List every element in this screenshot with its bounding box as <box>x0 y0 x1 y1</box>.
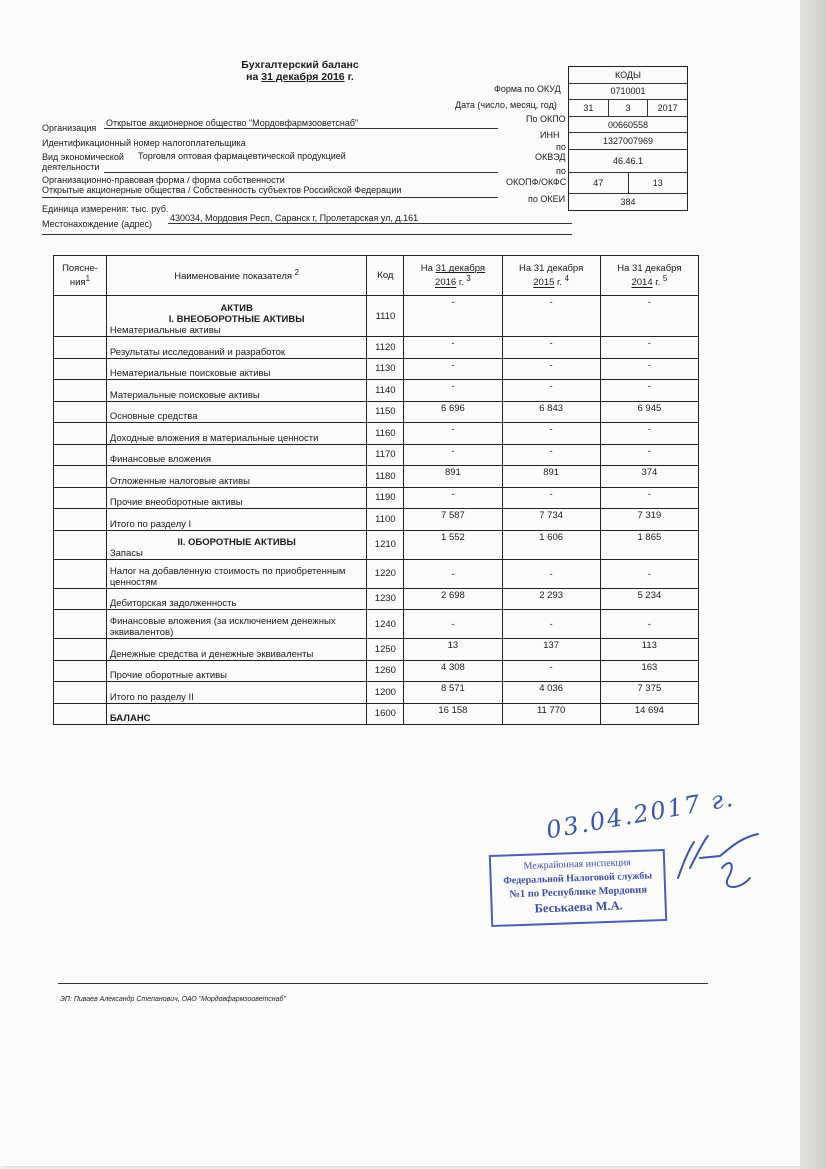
row-v2015: 4 036 <box>502 682 600 704</box>
row-code: 1260 <box>367 660 404 682</box>
table-row <box>54 401 699 423</box>
row-name: Налог на добавленную стоимость по приобретенным ценностям <box>106 559 367 588</box>
date-main: 31 декабря 2016 <box>261 71 345 83</box>
row-v2016: - <box>404 487 502 509</box>
row-v2015: - <box>502 380 600 402</box>
row-code: 1190 <box>367 487 404 509</box>
row-code: 1250 <box>367 639 404 661</box>
row-name: Запасы <box>109 547 143 559</box>
row-name: Отложенные налоговые активы <box>106 466 367 488</box>
row-name: Прочие внеоборотные активы <box>106 487 367 509</box>
row-v2014: - <box>600 380 698 402</box>
row-name: Итого по разделу I <box>106 509 367 531</box>
row-name: Нематериальные активы <box>109 325 221 336</box>
row-v2014: - <box>600 337 698 359</box>
okopf-label-1: по <box>556 166 566 176</box>
row-v2015: 7 734 <box>502 509 600 531</box>
row-name: Доходные вложения в материальные ценности <box>106 423 367 445</box>
row-v2015: - <box>502 487 600 509</box>
row-name: Нематериальные поисковые активы <box>106 358 367 380</box>
activity-underline <box>104 172 498 173</box>
okud-value: 0710001 <box>569 84 687 101</box>
table-row <box>54 380 699 402</box>
balance-table <box>53 255 699 725</box>
row-name: Финансовые вложения (за исключением денежных эквивалентов) <box>106 610 367 639</box>
date-prefix: на <box>246 71 259 83</box>
row-v2014: 7 319 <box>600 509 698 531</box>
okved-label-1: по <box>556 142 566 152</box>
row-code: 1200 <box>367 682 404 704</box>
row-code: 1220 <box>367 559 404 588</box>
row-v2014: 113 <box>600 639 698 661</box>
row-v2016: - <box>404 337 502 359</box>
table-row <box>54 337 699 359</box>
legal-form-label: Организационно-правовая форма / форма собственности <box>42 175 285 185</box>
tax-inspection-stamp <box>489 849 667 927</box>
row-v2014: - <box>600 296 698 337</box>
org-label: Организация <box>42 123 97 133</box>
row-v2016: 16 158 <box>404 703 502 725</box>
row-name: БАЛАНС <box>106 703 367 725</box>
col-header-code: Код <box>367 256 404 296</box>
date-suffix: г. <box>347 71 354 83</box>
okopf-label-2: ОКОПФ/ОКФС <box>506 177 567 187</box>
address-value: 430034, Мордовия Респ, Саранск г, Пролетарская ул, д.161 <box>170 213 419 223</box>
address-label: Местонахождение (адрес) <box>42 219 152 229</box>
activity-label-2: деятельности <box>42 162 100 172</box>
row-v2014: - <box>600 358 698 380</box>
row-code: 1210 <box>367 530 404 559</box>
date-month: 3 <box>608 100 648 116</box>
col-header-notes: Поясне-ния$^1$ <box>54 256 107 296</box>
row-code: 1230 <box>367 588 404 610</box>
okfs-value: 13 <box>628 173 688 193</box>
row-v2015: 6 843 <box>502 401 600 423</box>
handwritten-date: 03.04.2017 г. <box>544 783 737 845</box>
row-code: 1600 <box>367 703 404 725</box>
inn-code-label: ИНН <box>540 130 560 140</box>
row-v2014: 14 694 <box>600 703 698 725</box>
row-v2016: - <box>404 380 502 402</box>
org-value: Открытое акционерное общество "Мордовфармзооветснаб" <box>106 118 359 128</box>
activity-label-1: Вид экономической <box>42 152 124 162</box>
row-name: Итого по разделу II <box>106 682 367 704</box>
row-v2016: - <box>404 423 502 445</box>
date-year: 2017 <box>647 100 687 116</box>
form-underline <box>42 197 498 198</box>
title-text: Бухгалтерский баланс <box>241 59 359 71</box>
row-v2015: - <box>502 610 600 639</box>
table-row <box>54 530 699 559</box>
col-header-name: Наименование показателя $^2$ <box>106 256 367 296</box>
document-title <box>230 59 370 83</box>
table-header-row <box>54 256 699 296</box>
okpo-value: 00660558 <box>569 117 687 134</box>
row-v2015: - <box>502 296 600 337</box>
table-row <box>54 660 699 682</box>
row-v2015: 2 293 <box>502 588 600 610</box>
footer-line <box>58 983 708 984</box>
row-v2016: - <box>404 296 502 337</box>
row-v2014: - <box>600 423 698 445</box>
date-day: 31 <box>583 102 594 113</box>
row-name: Денежные средства и денежные эквиваленты <box>106 639 367 661</box>
col-header-2015: На 31 декабря 2015 г. $^4$ <box>502 256 600 296</box>
row-v2015: 137 <box>502 639 600 661</box>
address-underline <box>168 223 572 224</box>
row-v2016: - <box>404 444 502 466</box>
title-date <box>230 71 370 83</box>
codes-box <box>568 66 688 211</box>
row-v2016: 8 571 <box>404 682 502 704</box>
table-row <box>54 682 699 704</box>
row-code: 1140 <box>367 380 404 402</box>
row-v2014: 374 <box>600 466 698 488</box>
col-header-2016: На 31 декабря 2016 г. $^3$ <box>404 256 502 296</box>
row-v2015: - <box>502 423 600 445</box>
row-v2015: - <box>502 660 600 682</box>
row-v2015: - <box>502 337 600 359</box>
okud-label: Форма по ОКУД <box>494 84 561 94</box>
row-v2016: - <box>404 559 502 588</box>
section-aktiv: АКТИВ <box>220 303 253 314</box>
row-v2016: 6 696 <box>404 401 502 423</box>
row-name: Дебиторская задолженность <box>106 588 367 610</box>
row-v2016: - <box>404 358 502 380</box>
row-code: 1180 <box>367 466 404 488</box>
taxpayer-id-label: Идентификационный номер налогоплательщика <box>42 138 246 148</box>
row-name: Прочие оборотные активы <box>106 660 367 682</box>
row-v2015: 1 606 <box>502 530 600 559</box>
row-v2014: 1 865 <box>600 530 698 559</box>
table-row <box>54 509 699 531</box>
row-v2016: 891 <box>404 466 502 488</box>
table-row <box>54 358 699 380</box>
table-row <box>54 296 699 337</box>
stamp-line-4: Беськаева М.А. <box>534 898 623 916</box>
address-underline-2 <box>42 234 572 235</box>
row-v2014: - <box>600 559 698 588</box>
table-row <box>54 559 699 588</box>
stamp-line-1: Межрайонная инспекция <box>523 857 631 872</box>
col-header-2014: На 31 декабря 2014 г. $^5$ <box>600 256 698 296</box>
signature-scribble <box>670 828 770 898</box>
unit-label: Единица измерения: тыс. руб. <box>42 204 169 214</box>
row-v2016: - <box>404 610 502 639</box>
table-row <box>54 639 699 661</box>
table-row <box>54 423 699 445</box>
row-v2016: 2 698 <box>404 588 502 610</box>
row-code: 1100 <box>367 509 404 531</box>
okei-label: по ОКЕИ <box>528 194 566 204</box>
section-1-title: I. ВНЕОБОРОТНЫЕ АКТИВЫ <box>168 314 305 325</box>
org-underline <box>104 128 498 129</box>
table-row <box>54 588 699 610</box>
row-v2016: 1 552 <box>404 530 502 559</box>
table-row <box>54 610 699 639</box>
inn-value: 1327007969 <box>569 133 687 150</box>
section-2-title: II. ОБОРОТНЫЕ АКТИВЫ <box>177 536 296 548</box>
row-v2015: 891 <box>502 466 600 488</box>
codes-title: КОДЫ <box>569 67 687 84</box>
stamp-line-2: Федеральной Налоговой службы <box>503 870 653 887</box>
activity-value: Торговля оптовая фармацевтической продукцией <box>138 151 346 161</box>
okopf-value: 47 <box>593 177 604 188</box>
row-v2014: - <box>600 487 698 509</box>
table-row <box>54 466 699 488</box>
row-v2015: - <box>502 358 600 380</box>
row-v2014: 6 945 <box>600 401 698 423</box>
legal-form-value: Открытые акционерные общества / Собственность субъектов Российской Федерации <box>42 185 402 195</box>
okopf-values <box>569 173 687 194</box>
row-code: 1170 <box>367 444 404 466</box>
row-code: 1240 <box>367 610 404 639</box>
row-v2014: - <box>600 444 698 466</box>
row-v2014: - <box>600 610 698 639</box>
row-v2015: 11 770 <box>502 703 600 725</box>
okved-label-2: ОКВЭД <box>535 152 566 162</box>
row-v2016: 4 308 <box>404 660 502 682</box>
row-v2014: 163 <box>600 660 698 682</box>
electronic-signature: ЭП: Пиваев Александр Степанович, ОАО "Мордовфармзооветснаб" <box>60 996 286 1003</box>
table-row <box>54 487 699 509</box>
row-v2015: - <box>502 559 600 588</box>
row-name: Финансовые вложения <box>106 444 367 466</box>
row-v2015: - <box>502 444 600 466</box>
row-v2016: 13 <box>404 639 502 661</box>
row-code: 1110 <box>367 296 404 337</box>
row-name: Основные средства <box>106 401 367 423</box>
okved-value: 46.46.1 <box>569 150 687 173</box>
table-row <box>54 444 699 466</box>
okei-value: 384 <box>620 196 636 207</box>
table-row <box>54 703 699 725</box>
row-v2014: 5 234 <box>600 588 698 610</box>
date-label: Дата (число, месяц, год) <box>455 100 557 110</box>
date-values <box>569 100 687 117</box>
row-name: Результаты исследований и разработок <box>106 337 367 359</box>
stamp-line-3: №1 по Республике Мордовия <box>509 884 648 901</box>
row-v2016: 7 587 <box>404 509 502 531</box>
okpo-label: По ОКПО <box>526 114 566 124</box>
row-code: 1160 <box>367 423 404 445</box>
row-code: 1120 <box>367 337 404 359</box>
row-name: Материальные поисковые активы <box>106 380 367 402</box>
row-code: 1130 <box>367 358 404 380</box>
row-v2014: 7 375 <box>600 682 698 704</box>
scan-edge <box>800 0 826 1169</box>
row-code: 1150 <box>367 401 404 423</box>
